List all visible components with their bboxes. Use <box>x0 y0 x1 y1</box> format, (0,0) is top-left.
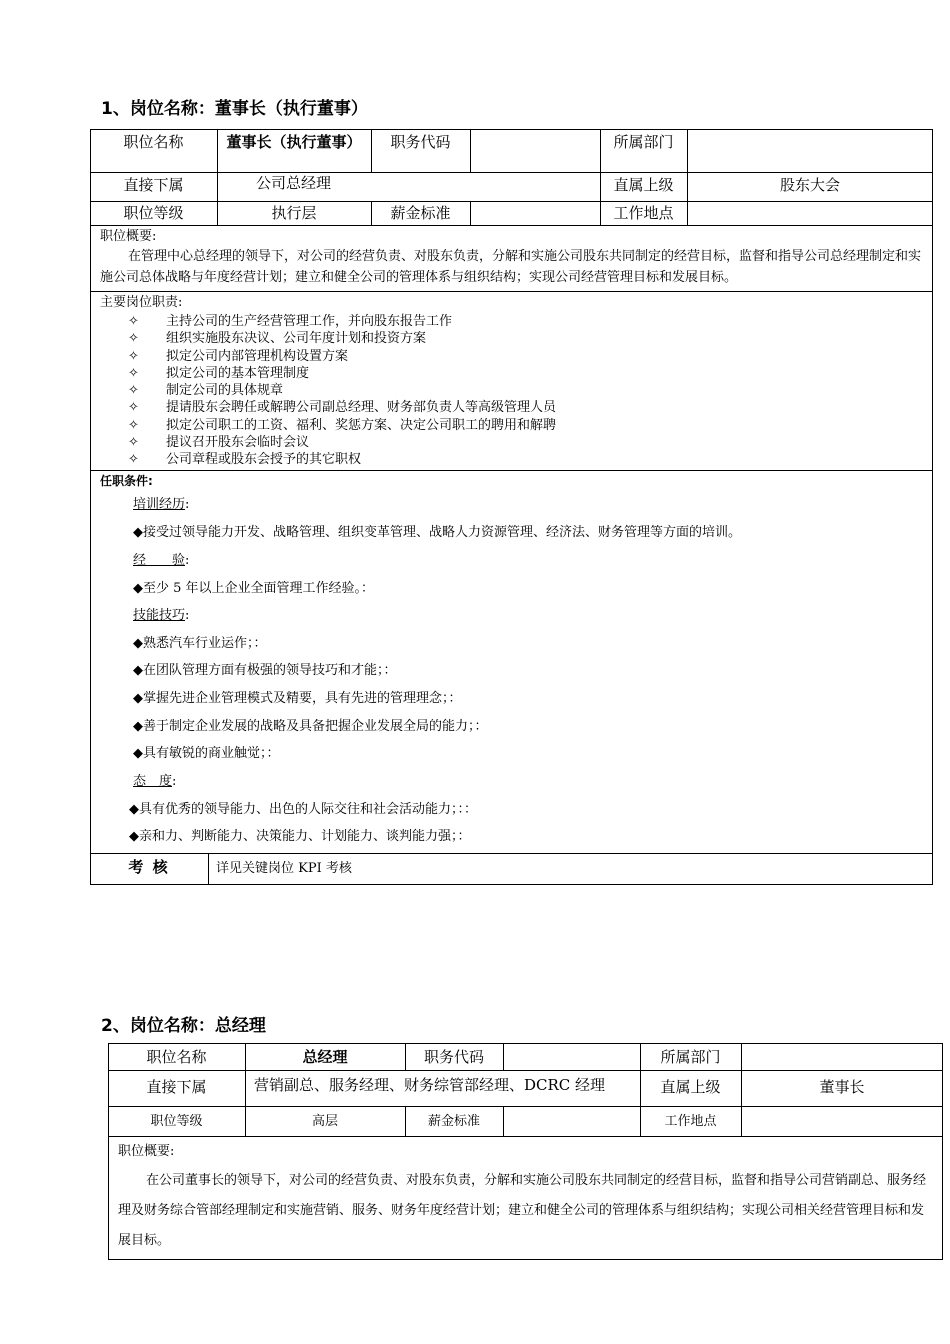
s1-skills-item-2: ◆掌握先进企业管理模式及精要，具有先进的管理理念；： <box>133 691 462 706</box>
s1-label-job-code: 职务代码 <box>390 133 451 151</box>
s2-label-grade: 职位等级 <box>150 1114 203 1129</box>
s1-label-grade: 职位等级 <box>123 204 184 222</box>
s1-label-position-name: 职位名称 <box>123 133 184 151</box>
section2-heading: 2、岗位名称：总经理 <box>101 1016 266 1036</box>
duty-item <box>128 313 556 330</box>
duty-text: 拟定公司职工的工资、福利、奖惩方案、决定公司职工的聘用和解聘 <box>166 417 557 433</box>
s1-label-supervisor: 直属上级 <box>613 176 674 194</box>
diamond-bullet-icon: ✧ <box>128 331 139 347</box>
diamond-bullet-icon: ✧ <box>128 417 139 433</box>
diamond-bullet-icon: ✧ <box>128 400 139 416</box>
s1-overview-title: 职位概要: <box>100 229 157 244</box>
training-colon: : <box>185 497 190 512</box>
duty-item <box>128 348 556 365</box>
duty-item <box>128 382 556 399</box>
s1-skills-item-0: ◆熟悉汽车行业运作；： <box>133 636 267 651</box>
duty-item <box>128 451 556 468</box>
s1-label-direct-reports: 直接下属 <box>123 176 184 194</box>
duty-text: 拟定公司的基本管理制度 <box>166 365 310 381</box>
duty-text: 公司章程或股东会授予的其它职权 <box>166 452 362 468</box>
s1-skills-heading <box>133 604 189 623</box>
diamond-bullet-icon: ✧ <box>128 348 139 364</box>
duty-item <box>128 365 556 382</box>
duty-text: 主持公司的生产经营管理工作，并向股东报告工作 <box>166 314 453 329</box>
s2-overview-title: 职位概要: <box>118 1144 175 1159</box>
s1-label-salary: 薪金标准 <box>390 204 451 222</box>
s1-experience-heading <box>133 549 189 568</box>
training-label: 培训经历 <box>133 497 186 512</box>
s1-attitude-item-1: ◆亲和力、判断能力、决策能力、计划能力、谈判能力强；： <box>129 829 471 844</box>
s1-duties-list <box>128 313 556 469</box>
s1-assessment-label: 考 核 <box>128 858 170 876</box>
s2-label-position-name: 职位名称 <box>146 1048 207 1066</box>
s1-assessment-value: 详见关键岗位 KPI 考核 <box>216 861 352 876</box>
s1-direct-reports-value: 公司总经理 <box>256 174 332 192</box>
s2-label-department: 所属部门 <box>660 1048 721 1066</box>
s2-grade-value: 高层 <box>311 1114 338 1129</box>
s1-training-item-0: ◆接受过领导能力开发、战略管理、组织变革管理、战略人力资源管理、经济法、财务管理等方面的培训。 <box>133 525 741 540</box>
s1-position-name-value: 董事长（执行董事） <box>226 133 362 151</box>
duty-item <box>128 399 556 416</box>
s1-training-heading <box>133 493 189 512</box>
attitude-colon: : <box>172 774 177 789</box>
s1-attitude-heading <box>133 770 176 789</box>
s2-label-supervisor: 直属上级 <box>660 1078 721 1096</box>
duty-item <box>128 417 556 434</box>
duty-text: 组织实施股东决议、公司年度计划和投资方案 <box>166 331 427 347</box>
s1-skills-item-1: ◆在团队管理方面有极强的领导技巧和才能；： <box>133 663 397 678</box>
s1-label-department: 所属部门 <box>613 133 674 151</box>
s1-overview-text: 在管理中心总经理的领导下，对公司的经营负责、对股东负责，分解和实施公司股东共同制定的经营目标，监督和指导公司总经理制定和实施公司总体战略与年度经营计划；建立和健全公司的管理体系与组织结构；实现公司经营管理目标和发展目标。 <box>100 249 922 285</box>
attitude-label: 态 度 <box>133 774 173 789</box>
s1-skills-item-3: ◆善于制定企业发展的战略及具备把握企业发展全局的能力；： <box>133 719 488 734</box>
s1-requirements-title: 任职条件: <box>100 474 153 488</box>
section1-heading: 1、岗位名称：董事长（执行董事） <box>101 99 368 119</box>
s2-supervisor-value: 董事长 <box>819 1078 865 1096</box>
s2-label-salary: 薪金标准 <box>427 1114 480 1129</box>
s2-overview-text: 在公司董事长的领导下，对公司的经营负责、对股东负责，分解和实施公司股东共同制定的经营目标，监督和指导公司营销副总、服务经理及财务综合管部经理制定和实施营销、服务、财务年度经营计划；建立和健全公司的管理体系与组织结构；实现公司相关经营管理目标和发展目标。 <box>118 1173 927 1248</box>
duty-text: 拟定公司内部管理机构设置方案 <box>166 348 349 364</box>
duty-item <box>128 434 556 451</box>
diamond-bullet-icon: ✧ <box>128 452 139 468</box>
section1-table <box>90 129 933 885</box>
s1-skills-item-4: ◆具有敏锐的商业触觉；： <box>133 746 280 761</box>
diamond-bullet-icon: ✧ <box>128 365 139 381</box>
s1-experience-item-0: ◆至少 5 年以上企业全面管理工作经验。： <box>133 581 375 596</box>
s2-direct-reports-value: 营销副总、服务经理、财务综管部经理、DCRC 经理 <box>254 1076 606 1094</box>
diamond-bullet-icon: ✧ <box>128 314 139 329</box>
duty-text: 提请股东会聘任或解聘公司副总经理、财务部负责人等高级管理人员 <box>166 400 557 416</box>
skills-label: 技能技巧 <box>133 608 186 623</box>
duty-text: 制定公司的具体规章 <box>166 383 284 399</box>
s1-grade-value: 执行层 <box>271 204 317 222</box>
duty-text: 提议召开股东会临时会议 <box>166 435 310 451</box>
s2-label-location: 工作地点 <box>664 1114 717 1129</box>
duty-item <box>128 330 556 347</box>
experience-label: 经 验 <box>133 553 186 568</box>
s1-supervisor-value: 股东大会 <box>779 176 840 194</box>
s2-label-direct-reports: 直接下属 <box>146 1078 207 1096</box>
diamond-bullet-icon: ✧ <box>128 435 139 451</box>
diamond-bullet-icon: ✧ <box>128 383 139 399</box>
s2-label-job-code: 职务代码 <box>423 1048 484 1066</box>
s1-duties-title: 主要岗位职责: <box>100 295 183 310</box>
skills-colon: : <box>185 608 190 623</box>
experience-colon: : <box>185 553 190 568</box>
s1-label-location: 工作地点 <box>613 204 674 222</box>
s2-position-name-value: 总经理 <box>302 1048 348 1066</box>
s1-attitude-item-0: ◆具有优秀的领导能力、出色的人际交往和社会活动能力；：： <box>129 802 477 817</box>
